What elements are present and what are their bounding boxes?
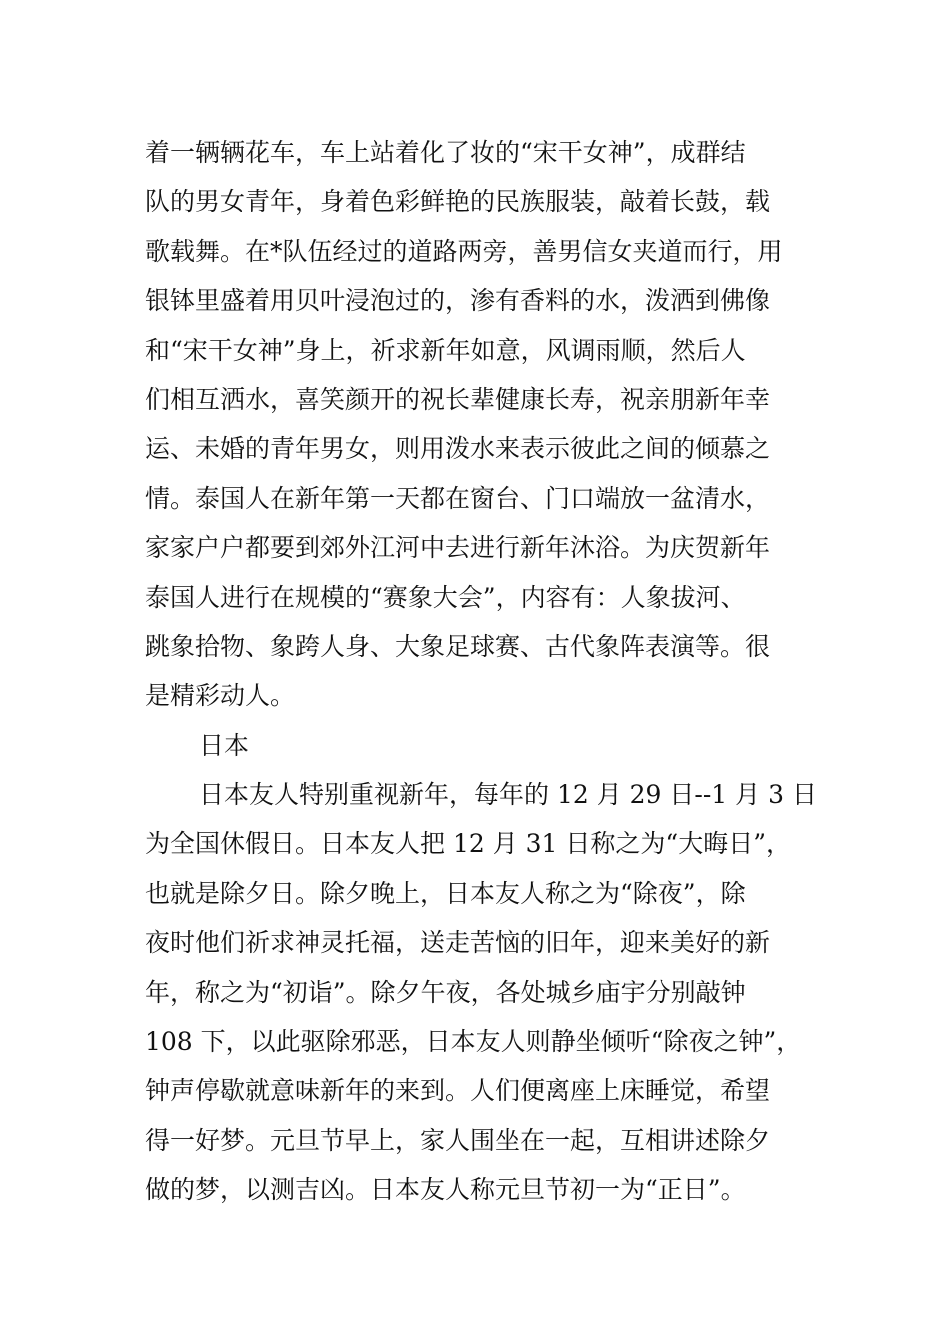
paragraph-line: 着一辆辆花车，车上站着化了妆的“宋干女神”，成群结 [145,138,746,167]
paragraph-line: 运、未婚的青年男女，则用泼水来表示彼此之间的倾慕之 [145,434,771,464]
paragraph-line: 钟声停歇就意味新年的来到。人们便离座上床睡觉，希望 [145,1076,771,1106]
paragraph-line: 为全国休假日。日本友人把 12 月 31 日称之为“大晦日”， [145,829,791,859]
paragraph-line: 歌载舞。在*队伍经过的道路两旁，善男信女夹道而行，用 [145,236,783,266]
paragraph-line: 泰国人进行在规模的“赛象大会”，内容有：人象拔河、 [145,582,746,612]
paragraph-line: 银钵里盛着用贝叶浸泡过的，渗有香料的水，泼洒到佛像 [145,286,771,316]
paragraph-line: 做的梦，以测吉凶。日本友人称元旦节初一为“正日”。 [145,1175,746,1205]
paragraph-line: 日本友人特别重视新年，每年的 12 月 29 日--1 月 3 日 [199,780,817,810]
document-body [145,128,835,1215]
paragraph-line: 夜时他们祈求神灵托福，送走苦恼的旧年，迎来美好的新 [145,928,771,958]
paragraph-line: 情。泰国人在新年第一天都在窗台、门口端放一盆清水， [145,483,771,513]
paragraph-line: 也就是除夕日。除夕晚上，日本友人称之为“除夜”，除 [145,878,746,908]
section-heading-japan: 日本 [199,730,250,760]
paragraph-line: 家家户户都要到郊外江河中去进行新年沐浴。为庆贺新年 [145,533,771,563]
paragraph-line: 得一好梦。元旦节早上，家人围坐在一起，互相讲述除夕 [145,1125,771,1155]
thailand-paragraph [145,128,835,721]
paragraph-line: 们相互洒水，喜笑颜开的祝长辈健康长寿，祝亲朋新年幸 [145,384,771,414]
paragraph-line: 108 下，以此驱除邪恶，日本友人则静坐倾听“除夜之钟”， [145,1027,802,1057]
paragraph-line: 年，称之为“初诣”。除夕午夜，各处城乡庙宇分别敲钟 [145,977,746,1007]
paragraph-line: 是精彩动人。 [145,681,296,711]
paragraph-line: 队的男女青年，身着色彩鲜艳的民族服装，敲着长鼓，载 [145,187,771,217]
japan-paragraph [145,770,835,1215]
paragraph-line: 跳象拾物、象跨人身、大象足球赛、古代象阵表演等。很 [145,631,771,661]
paragraph-line: 和“宋干女神”身上，祈求新年如意，风调雨顺，然后人 [145,335,746,365]
